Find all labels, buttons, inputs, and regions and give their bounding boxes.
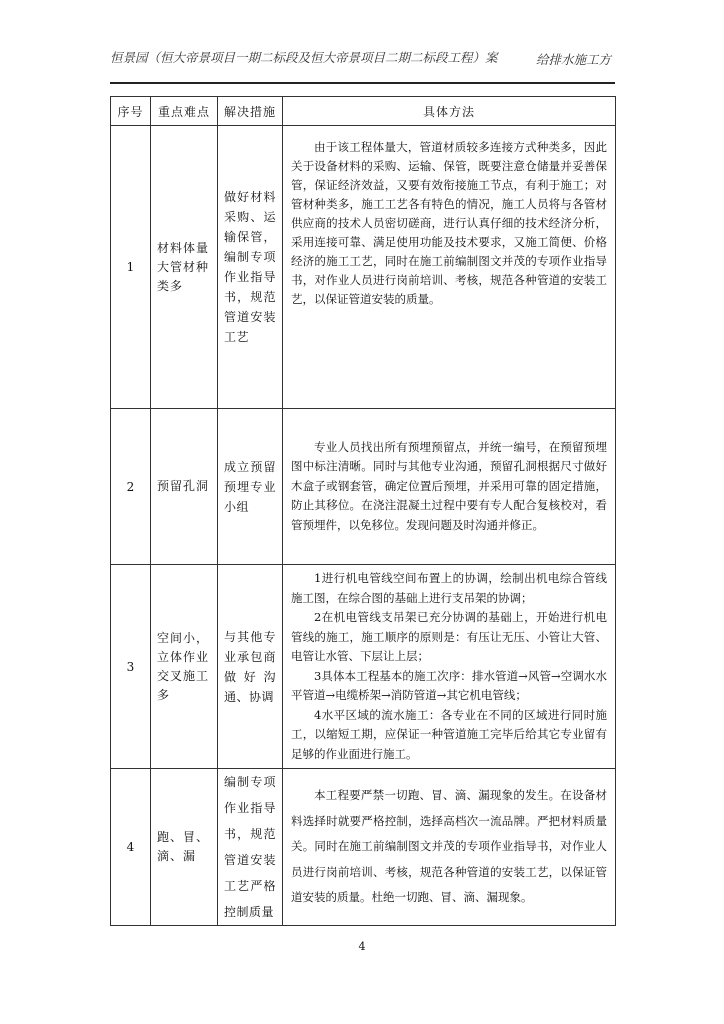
table-row [111,409,616,565]
row-method [283,409,616,565]
table-header-row [111,97,616,126]
method-paragraph: 由于该工程体量大，管道材质较多连接方式种类多，因此关于设备材料的采购、运输、保管，既要注意仓储量并妥善保管，保证经济效益，又要有效衔接施工节点，有利于施工；对管材种类多，施工工艺各有特色的情况，施工人员将与各管材供应商的技术人员密切磋商，进行认真仔细的技术经济分析，采用连接可靠、满足使用功能及技术要求，又施工简便、价格经济的施工工艺，同时在施工前编制图文并茂的专项作业指导书，对作业人员进行岗前培训、考核，规范各种管道的安装工艺，以保证管道安装的质量。 [291,140,607,306]
row-key-text: 跑、冒、滴、漏 [157,830,210,863]
row-solution-text: 成立预留预埋专业小组 [224,459,276,514]
row-method [283,565,616,769]
row-method [283,126,616,409]
row-method [283,769,616,926]
table-row [111,769,616,926]
table-row [111,126,616,409]
row-solution [218,409,283,565]
row-solution [218,126,283,409]
row-solution [218,565,283,769]
row-key-text: 预留孔洞 [157,479,210,493]
row-key-text: 材料体量大管材种类多 [157,240,210,293]
row-solution-text: 编制专项作业指导书，规范管道安装工艺严格控制质量 [224,775,276,919]
row-no: 1 [111,126,151,409]
row-key-text: 空间小，立体作业交叉施工多 [157,630,210,702]
header-rule [110,82,615,84]
row-key-issue [151,126,218,409]
row-solution-text: 与其他专业承包商做好沟通、协调 [224,629,276,704]
row-key-issue [151,565,218,769]
method-paragraph: 本工程要严禁一切跑、冒、滴、漏现象的发生。在设备材料选择时就要严格控制，选择高档次一流品牌。严把材料质量关。同时在施工前编制图文并茂的专项作业指导书，对作业人员进行岗前培训、考核，规范各种管道的安装工艺，以保证管道安装的质量。杜绝一切跑、冒、滴、漏现象。 [291,788,607,905]
header-doc-type: 给排水施工方 [536,52,612,67]
method-paragraph: 3具体本工程基本的施工次序：排水管道→风管→空调水水平管道→电缆桥架→消防管道→其它机电管线； [291,668,607,702]
col-header-method: 具体方法 [283,97,616,126]
col-header-key: 重点难点 [151,97,218,126]
header-project-title: 恒景园（恒大帝景项目一期二标段及恒大帝景项目二期二标段工程）案 [110,50,498,65]
col-header-no: 序号 [111,97,151,126]
row-key-issue [151,769,218,926]
page-number: 4 [358,940,366,953]
row-solution-text: 做好材料采购、运输保管，编制专项作业指导书，规范管道安装工艺 [224,190,276,344]
measures-table [110,96,616,926]
method-paragraph: 2在机电管线支吊架已充分协调的基础上，开始进行机电管线的施工，施工顺序的原则是：有压让无压、小管让大管、电管让水管、下层让上层； [291,610,607,663]
row-key-issue [151,409,218,565]
row-no: 2 [111,409,151,565]
row-solution [218,769,283,926]
method-paragraph: 1进行机电管线空间布置上的协调，绘制出机电综合管线施工图，在综合图的基础上进行支吊架的协调； [291,571,607,605]
table-row [111,565,616,769]
method-paragraph: 4水平区域的流水施工：各专业在不同的区域进行同时施工，以缩短工期，应保证一种管道施工完毕后给其它专业留有足够的作业面进行施工。 [291,707,607,761]
row-no: 3 [111,565,151,769]
method-paragraph: 专业人员找出所有预埋预留点，并统一编号，在预留预埋图中标注清晰。同时与其他专业沟通，预留孔洞根据尺寸做好木盒子或钢套管，确定位置后预埋，并采用可靠的固定措施，防止其移位。在浇注混凝土过程中要有专人配合复核校对，看管预埋件，以免移位。发现问题及时沟通并修正。 [291,439,607,532]
col-header-solution: 解决措施 [218,97,283,126]
row-no: 4 [111,769,151,926]
